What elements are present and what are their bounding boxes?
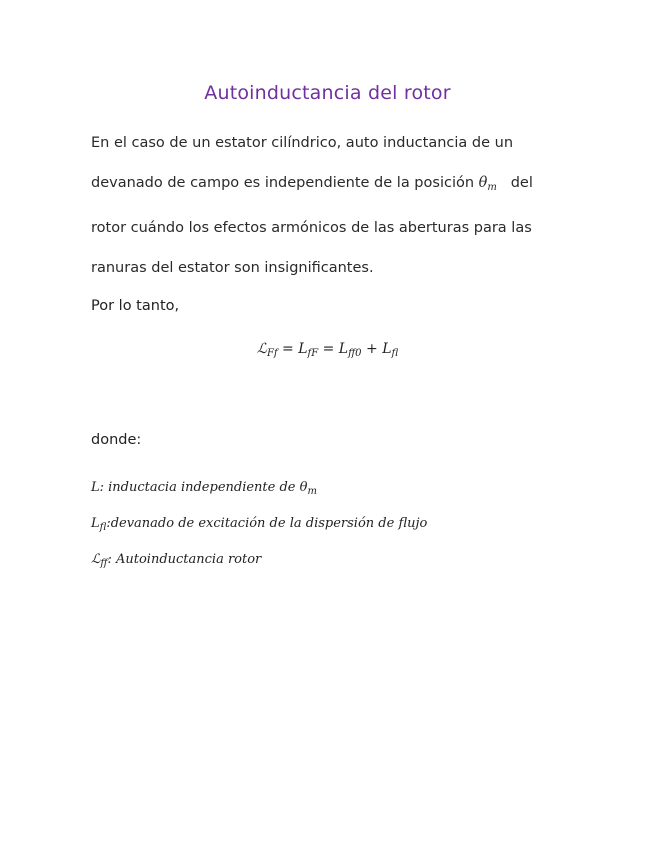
eq-plus: +	[361, 341, 383, 357]
eq-equals-2: =	[318, 341, 339, 357]
eq-term-4: $L_{fl}$	[382, 341, 399, 359]
eq-term-1: ℒ$_{Ff}$	[256, 341, 278, 359]
definition-item: L: inductacia independiente de $\theta_m$	[91, 480, 317, 497]
theta-symbol: $\theta_m$	[478, 175, 497, 193]
paragraph-line-2-text: devanado de campo es independiente de la posición	[91, 175, 475, 191]
definitions-list	[91, 478, 427, 586]
paragraph-line-2-tail: del	[510, 175, 533, 191]
paragraph-line-2	[91, 163, 561, 208]
donde-label: donde:	[91, 432, 142, 448]
definition-item: ℒ$_{ff}$: Autoinductancia rotor	[91, 552, 262, 569]
paragraph-line-4: ranuras del estator son insignificantes.	[91, 260, 374, 276]
eq-term-2: $L_{fF}$	[298, 341, 319, 359]
eq-term-3: $L_{ff0}$	[338, 341, 362, 359]
eq-equals-1: =	[277, 341, 299, 357]
paragraph-line-1: En el caso de un estator cilíndrico, auto inductancia de un	[91, 135, 514, 151]
por-lo-tanto-text: Por lo tanto,	[91, 298, 180, 314]
equation	[0, 341, 655, 359]
paragraph-line-3: rotor cuándo los efectos armónicos de las aberturas para las	[91, 220, 532, 236]
document-title: Autoinductancia del rotor	[204, 82, 451, 104]
body-paragraph	[91, 123, 561, 288]
definition-item: $L_{fl}:devanado$ de excitación de la dispersión de flujo	[91, 516, 428, 533]
